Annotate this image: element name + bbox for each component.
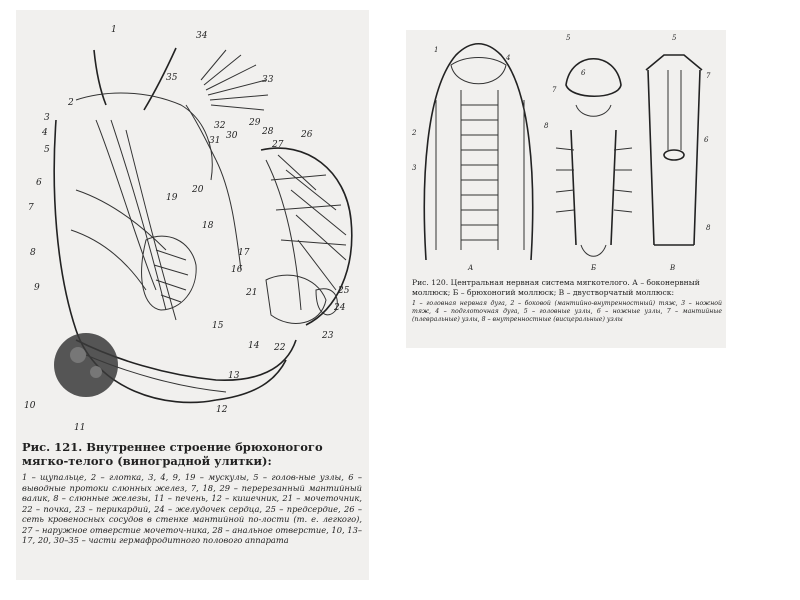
svg-text:8: 8 [544, 122, 549, 130]
svg-text:3: 3 [44, 113, 50, 123]
snail-anatomy-drawing [16, 10, 369, 440]
panel-letter-a: А [468, 264, 474, 272]
svg-text:6: 6 [704, 136, 709, 144]
figure-120-title: Рис. 120. Центральная нервная система мягкотелого. А – боконервный моллюск; Б – брюхоногий моллюск; В – двустворчатый моллюск: [412, 278, 700, 297]
panel-letter-c: В [670, 264, 676, 272]
svg-text:35: 35 [166, 73, 178, 83]
svg-text:31: 31 [209, 136, 221, 146]
svg-text:5: 5 [566, 34, 571, 42]
svg-text:20: 20 [192, 185, 204, 195]
figure-121-title: Рис. 121. Внутреннее строение брюхоногого мягко-телого (виноградной улитки): [22, 440, 323, 468]
figure-120-panel [406, 30, 726, 348]
svg-text:7: 7 [28, 203, 34, 213]
svg-text:24: 24 [334, 303, 346, 313]
svg-text:7: 7 [552, 86, 557, 94]
svg-text:12: 12 [216, 405, 228, 415]
svg-text:10: 10 [24, 401, 36, 411]
svg-text:18: 18 [202, 221, 214, 231]
svg-text:6: 6 [581, 69, 586, 77]
svg-text:1: 1 [434, 46, 439, 54]
svg-text:5: 5 [672, 34, 677, 42]
svg-text:15: 15 [212, 321, 224, 331]
figure-120-legend: 1 – головная нервная дуга, 2 – боковой (мантийно-внутренностный) тяж, 3 – ножной тяж, 4 – подглоточная дуга, 5 – головные узлы, 6 – ножные узлы, 7 – мантийные (плевральные) узлы, 8 – внутренностные (висцеральные) узлы [412, 300, 722, 323]
svg-text:8: 8 [30, 248, 36, 258]
svg-text:21: 21 [246, 288, 258, 298]
figure-121-panel [16, 10, 369, 580]
svg-text:3: 3 [412, 164, 417, 172]
svg-text:25: 25 [338, 286, 350, 296]
svg-text:26: 26 [301, 130, 313, 140]
svg-text:33: 33 [262, 75, 274, 85]
svg-text:8: 8 [706, 224, 711, 232]
svg-text:19: 19 [166, 193, 178, 203]
nervous-system-drawing [406, 30, 726, 275]
svg-text:16: 16 [231, 265, 243, 275]
svg-text:32: 32 [214, 121, 226, 131]
svg-text:34: 34 [196, 31, 208, 41]
svg-text:4: 4 [42, 128, 48, 138]
svg-text:1: 1 [111, 25, 117, 35]
svg-text:29: 29 [249, 118, 261, 128]
svg-text:27: 27 [272, 140, 284, 150]
svg-text:6: 6 [36, 178, 42, 188]
svg-text:4: 4 [506, 54, 511, 62]
svg-text:2: 2 [412, 129, 417, 137]
svg-text:23: 23 [322, 331, 334, 341]
svg-text:5: 5 [44, 145, 50, 155]
figure-121-legend: 1 – щупальце, 2 – глотка, 3, 4, 9, 19 – мускулы, 5 – голов-ные узлы, 6 – выводные протоки слюнных желез, 7, 18, 29 – перерезанный мантийный валик, 8 – слюнные железы, 11 – печень, 12 – кишечник, 21 – мочеточник, 22 – почка, 23 – перикардий, 24 – желудочек сердца, 25 – предсердие, 26 – сеть кровеносных сосудов в стенке мантийной по-лости (т. е. легкого), 27 – наружное отверстие мочеточ-ника, 28 – анальное отверстие, 10, 13–17, 20, 30–35 – части гермафродитного полового аппарата [22, 472, 362, 545]
svg-text:14: 14 [248, 341, 260, 351]
svg-text:17: 17 [238, 248, 250, 258]
svg-text:22: 22 [274, 343, 286, 353]
svg-text:28: 28 [262, 127, 274, 137]
svg-text:13: 13 [228, 371, 240, 381]
svg-text:30: 30 [226, 131, 238, 141]
svg-text:9: 9 [34, 283, 40, 293]
svg-text:11: 11 [74, 423, 86, 433]
svg-text:7: 7 [706, 72, 711, 80]
panel-letter-b: Б [591, 264, 597, 272]
svg-text:2: 2 [68, 98, 74, 108]
